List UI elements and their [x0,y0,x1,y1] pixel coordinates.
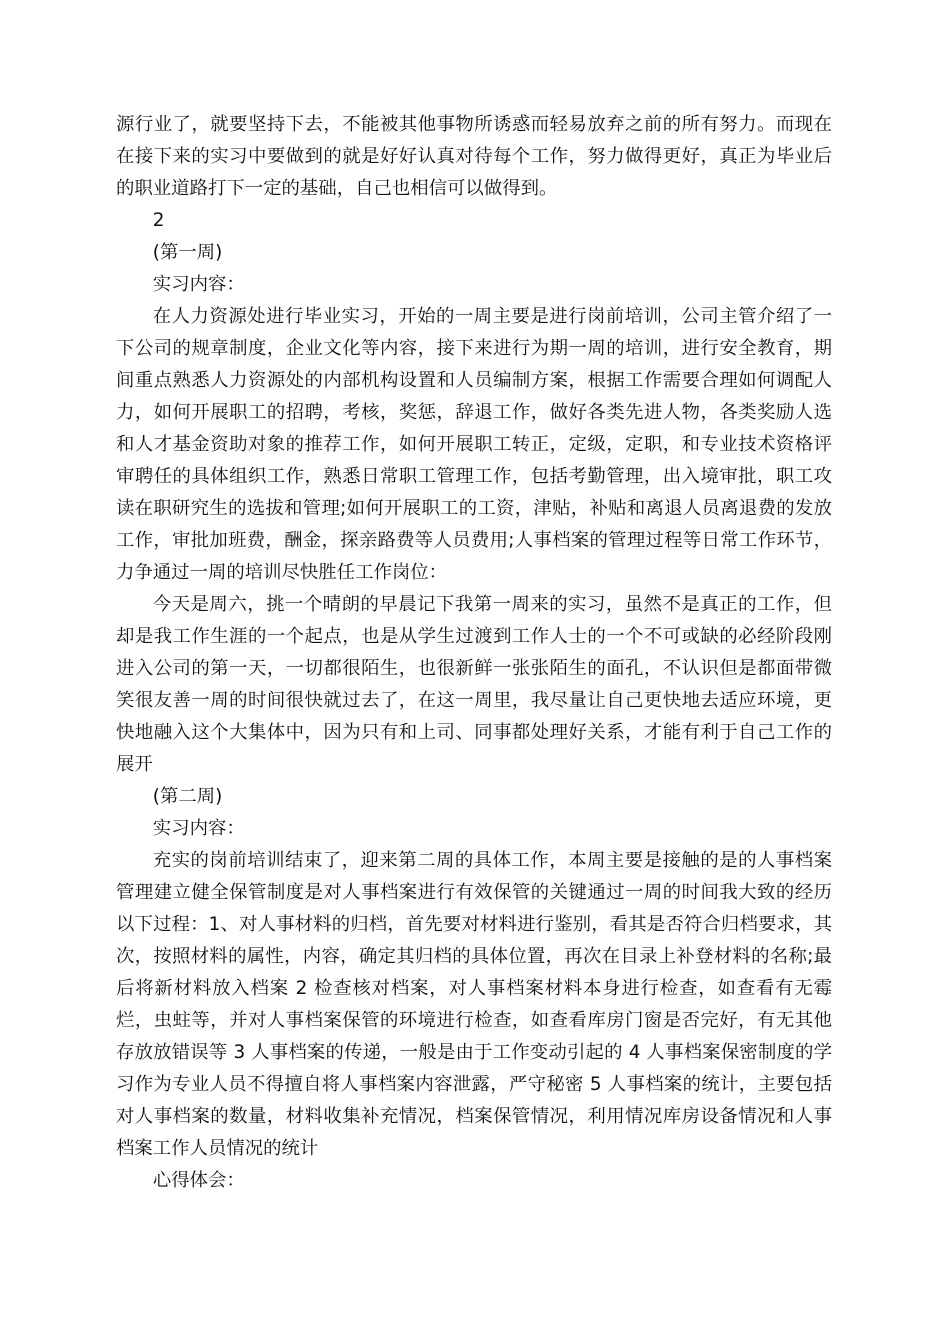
paragraph-week-1-reflection: 今天是周六，挑一个晴朗的早晨记下我第一周来的实习，虽然不是真正的工作，但却是我工作生涯的一个起点，也是从学生过渡到工作人士的一个不可或缺的必经阶段刚进入公司的第一天，一切都很陌生，也很新鲜一张张陌生的面孔，不认识但是都面带微笑很友善一周的时间很快就过去了，在这一周里，我尽量让自己更快地去适应环境，更快地融入这个大集体中，因为只有和上司、同事都处理好关系，才能有利于自己工作的展开 [116,594,832,775]
section-heading-week-2: (第二周) [152,786,223,807]
document-body [116,109,832,1197]
paragraph-week-1-content: 在人力资源处进行毕业实习，开始的一周主要是进行岗前培训，公司主管介绍了一下公司的规章制度，企业文化等内容，接下来进行为期一周的培训，进行安全教育，期间重点熟悉人力资源处的内部机构设置和人员编制方案，根据工作需要合理如何调配人力，如何开展职工的招聘，考核，奖惩，辞退工作，做好各类先进人物，各类奖励人选和人才基金资助对象的推荐工作，如何开展职工转正，定级，定职，和专业技术资格评审聘任的具体组织工作，熟悉日常职工管理工作，包括考勤管理，出入境审批，职工攻读在职研究生的选拔和管理;如何开展职工的工资，津贴，补贴和离退人员离退费的发放工作，审批加班费，酬金，探亲路费等人员费用;人事档案的管理过程等日常工作环节，力争通过一周的培训尽快胜任工作岗位： [116,306,832,583]
paragraph-continuation: 源行业了，就要坚持下去，不能被其他事物所诱惑而轻易放弃之前的所有努力。而现在在接下来的实习中要做到的就是好好认真对待每个工作，努力做得更好，真正为毕业后的职业道路打下一定的基础，自己也相信可以做得到。 [116,114,832,199]
label-internship-content-week-1: 实习内容： [152,274,245,295]
paragraph-week-2-content: 充实的岗前培训结束了，迎来第二周的具体工作，本周主要是接触的是的人事档案管理建立健全保管制度是对人事档案进行有效保管的关键通过一周的时间我大致的经历以下过程：1、对人事材料的归档，首先要对材料进行鉴别，看其是否符合归档要求，其次，按照材料的属性，内容，确定其归档的具体位置，再次在目录上补登材料的名称;最后将新材料放入档案 2 检查核对档案，对人事档案材料本身进行检查，如查看有无霉烂，虫蛀等，并对人事档案保管的环境进行检查，如查看库房门窗是否完好，有无其他存放放错误等 3 人事档案的传递，一般是由于工作变动引起的 4 人事档案保密制度的学习作为专业人员不得擅自将人事档案内容泄露，严守秘密 5 人事档案的统计，主要包括对人事档案的数量，材料收集补充情况，档案保管情况，利用情况库房设备情况和人事档案工作人员情况的统计 [116,850,832,1159]
label-experience-reflection: 心得体会： [152,1170,245,1191]
section-heading-week-1: (第一周) [152,242,223,263]
label-internship-content-week-2: 实习内容： [152,818,245,839]
page-number-marker: 2 [152,210,165,231]
